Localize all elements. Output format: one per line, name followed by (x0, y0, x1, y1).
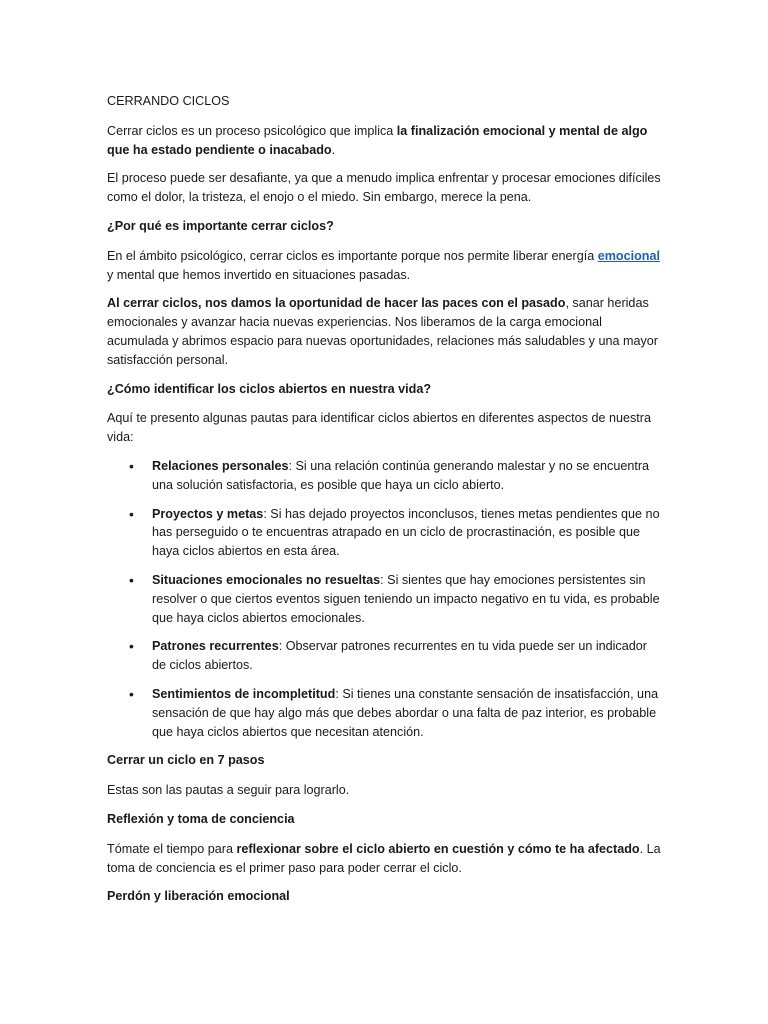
list-item-term: Proyectos y metas (152, 506, 264, 521)
section-heading-importance: ¿Por qué es importante cerrar ciclos? (107, 218, 334, 233)
intro-text: Cerrar ciclos es un proceso psicológico que implica (107, 123, 397, 138)
bullet-icon: • (129, 685, 134, 702)
benefits-text: , sanar heridas emocionales y avanzar hacia nuevas experiencias. Nos liberamos de la carga emocional acumulada y abrimos espacio para nuevas oportunidades, relaciones más saludables y una mayor satisfacción personal. (107, 296, 658, 367)
list-item-text: : Si tienes una constante sensación de insatisfacción, una sensación de que hay algo más que debes abordar o una falta de paz interior, es probable que haya ciclos abiertos que necesitan atención. (152, 686, 659, 739)
bullet-icon: • (129, 457, 134, 474)
benefits-bold-text: Al cerrar ciclos, nos damos la oportunidad de hacer las paces con el pasado (107, 296, 566, 311)
intro-end: . (331, 142, 336, 157)
section-heading-steps: Cerrar un ciclo en 7 pasos (107, 753, 265, 768)
emocional-link[interactable]: emocional (597, 248, 660, 263)
list-item (107, 637, 662, 675)
list-item-term: Situaciones emocionales no resueltas (152, 572, 381, 587)
list-item-text: : Si has dejado proyectos inconclusos, tienes metas pendientes que no has perseguido o te encuentras atrapado en un ciclo de procrastinación, es posible que haya ciclos abiertos en esta área. (152, 506, 660, 559)
section-heading-forgiveness: Perdón y liberación emocional (107, 889, 290, 904)
bullet-icon: • (129, 638, 134, 655)
list-item-text: : Si sientes que hay emociones persistentes sin resolver o que ciertos eventos siguen teniendo un impacto negativo en tu vida, es probable que haya ciclos abiertos emocionales. (152, 572, 660, 625)
importance-end: y mental que hemos invertido en situaciones pasadas. (107, 267, 411, 282)
list-item-term: Patrones recurrentes (152, 639, 279, 654)
reflection-end: . La toma de conciencia es el primer paso para poder cerrar el ciclo. (107, 841, 661, 875)
list-item-text: : Observar patrones recurrentes en tu vida puede ser un indicador de ciclos abiertos. (152, 639, 647, 673)
process-paragraph: El proceso puede ser desafiante, ya que a menudo implica enfrentar y procesar emociones difíciles como el dolor, la tristeza, el enojo o el miedo. Sin embargo, merece la pena. (107, 171, 661, 205)
list-item (107, 457, 662, 495)
list-item-text: : Si una relación continúa generando malestar y no se encuentra una solución satisfactoria, es posible que haya un ciclo abierto. (152, 458, 650, 492)
bullet-icon: • (129, 571, 134, 588)
list-item (107, 685, 662, 741)
reflection-text: Tómate el tiempo para (107, 841, 237, 856)
list-item (107, 571, 662, 627)
section-heading-reflection: Reflexión y toma de conciencia (107, 811, 295, 826)
importance-paragraph (107, 247, 662, 285)
list-item-term: Relaciones personales (152, 458, 289, 473)
intro-bold-text: la finalización emocional y mental de algo que ha estado pendiente o inacabado (107, 123, 648, 157)
bullet-list (107, 457, 662, 741)
reflection-paragraph (107, 840, 662, 878)
intro-paragraph (107, 122, 662, 160)
bullet-icon: • (129, 505, 134, 522)
reflection-bold-text: reflexionar sobre el ciclo abierto en cuestión y cómo te ha afectado (236, 841, 640, 856)
section-heading-identify: ¿Cómo identificar los ciclos abiertos en nuestra vida? (107, 381, 432, 396)
document-title: CERRANDO CICLOS (107, 94, 230, 108)
benefits-paragraph (107, 294, 662, 369)
steps-paragraph: Estas son las pautas a seguir para lograrlo. (107, 783, 350, 798)
importance-text: En el ámbito psicológico, cerrar ciclos es importante porque nos permite liberar energía (107, 248, 598, 263)
identify-paragraph: Aquí te presento algunas pautas para identificar ciclos abiertos en diferentes aspectos de nuestra vida: (107, 411, 651, 445)
list-item (107, 505, 662, 561)
list-item-term: Sentimientos de incompletitud (152, 686, 336, 701)
